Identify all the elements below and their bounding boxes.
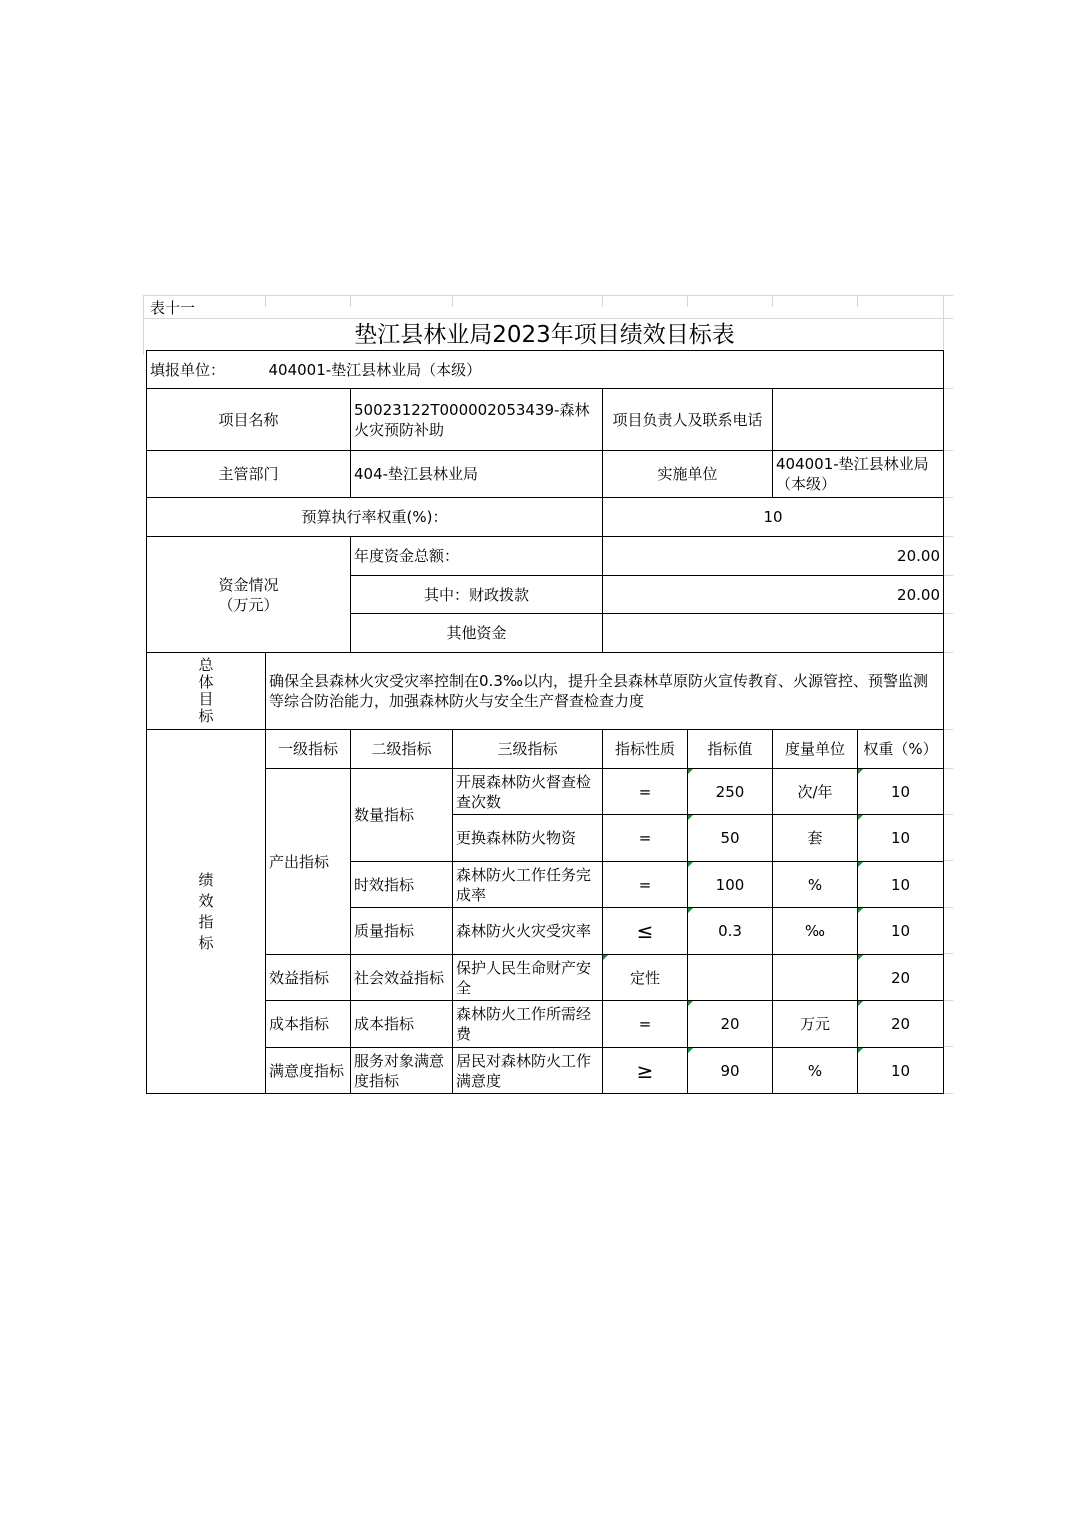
- dept-label: 主管部门: [147, 451, 351, 498]
- weight-cell: 10: [858, 769, 944, 815]
- weight-cell: 10: [858, 908, 944, 955]
- contact-value: [773, 389, 944, 451]
- gridline: [943, 768, 953, 769]
- nature-cell: =: [603, 769, 688, 815]
- nature-cell: =: [603, 862, 688, 908]
- value-cell: 50: [688, 815, 773, 862]
- sheet-label: 表十一: [150, 299, 196, 317]
- impl-value: 404001-垫江县林业局（本级）: [773, 451, 944, 498]
- gridline: [943, 1046, 953, 1047]
- level1-output: 产出指标: [266, 769, 351, 955]
- header-level2: 二级指标: [351, 730, 453, 769]
- level2-quantity: 数量指标: [351, 769, 453, 862]
- weight-cell: 10: [858, 1048, 944, 1094]
- unit-cell: 次/年: [773, 769, 858, 815]
- gridline: [943, 613, 953, 614]
- gridline: [772, 295, 773, 307]
- weight-cell: 10: [858, 815, 944, 862]
- budget-weight-row: [147, 498, 944, 537]
- level1-cost: 成本指标: [266, 1001, 351, 1048]
- gridline: [943, 575, 953, 576]
- level2-cost: 成本指标: [351, 1001, 453, 1048]
- value-cell: 250: [688, 769, 773, 815]
- indicator-row: [147, 1048, 944, 1094]
- level1-satisfaction: 满意度指标: [266, 1048, 351, 1094]
- level2-service: 服务对象满意度指标: [351, 1048, 453, 1094]
- weight-cell: 10: [858, 862, 944, 908]
- indicator-row: [147, 1001, 944, 1048]
- gridline: [943, 729, 953, 730]
- header-unit: 度量单位: [773, 730, 858, 769]
- project-name-value: 50023122T000002053439-森林火灾预防补助: [351, 389, 603, 451]
- goal-label: [147, 653, 266, 730]
- unit-label: 填报单位：: [147, 351, 266, 389]
- gridline: [943, 953, 953, 954]
- gridline: [943, 497, 953, 498]
- unit-row: [147, 351, 944, 389]
- header-weight: 权重（%）: [858, 730, 944, 769]
- value-cell: 90: [688, 1048, 773, 1094]
- indicators-label: [147, 730, 266, 1094]
- unit-cell: ‰: [773, 908, 858, 955]
- gridline: [452, 295, 453, 307]
- header-level3: 三级指标: [453, 730, 603, 769]
- goal-text: 确保全县森林火灾受灾率控制在0.3‰以内，提升全县森林草原防火宣传教育、火源管控、预警监测等综合防治能力，加强森林防火与安全生产督查检查力度: [266, 653, 944, 730]
- unit-cell: 万元: [773, 1001, 858, 1048]
- level3-cell: 保护人民生命财产安全: [453, 955, 603, 1001]
- indicators-label-text: 绩效指标: [198, 870, 214, 952]
- level3-cell: 森林防火火灾受灾率: [453, 908, 603, 955]
- level3-cell: 开展森林防火督查检查次数: [453, 769, 603, 815]
- gridline: [350, 295, 351, 307]
- value-cell: [688, 955, 773, 1001]
- funds-label-line1: 资金情况: [218, 575, 279, 594]
- level3-cell: 居民对森林防火工作满意度: [453, 1048, 603, 1094]
- project-name-label: 项目名称: [147, 389, 351, 451]
- header-level1: 一级指标: [266, 730, 351, 769]
- nature-cell: =: [603, 1001, 688, 1048]
- weight-cell: 20: [858, 955, 944, 1001]
- gridline: [943, 814, 953, 815]
- gridline: [857, 295, 858, 307]
- gridline: [143, 295, 953, 296]
- level3-cell: 更换森林防火物资: [453, 815, 603, 862]
- level2-timeliness: 时效指标: [351, 862, 453, 908]
- indicator-row: [147, 955, 944, 1001]
- gridline: [265, 295, 266, 307]
- gridline: [943, 536, 953, 537]
- funds-fiscal-value: 20.00: [603, 576, 944, 614]
- funds-label: [147, 537, 351, 653]
- unit-cell: %: [773, 1048, 858, 1094]
- gridline: [602, 295, 603, 307]
- indicator-header-row: [147, 730, 944, 769]
- nature-cell: =: [603, 815, 688, 862]
- budget-weight-value: 10: [603, 498, 944, 537]
- level1-benefit: 效益指标: [266, 955, 351, 1001]
- budget-weight-label: 预算执行率权重(%)：: [147, 498, 603, 537]
- page-title: 垫江县林业局2023年项目绩效目标表: [354, 322, 735, 348]
- gridline: [943, 1000, 953, 1001]
- goal-row: [147, 653, 944, 730]
- impl-label: 实施单位: [603, 451, 773, 498]
- nature-cell: ≥: [603, 1048, 688, 1094]
- funds-total-row: [147, 537, 944, 576]
- gridline: [943, 388, 953, 389]
- project-name-row: [147, 389, 944, 451]
- funds-total-value: 20.00: [603, 537, 944, 576]
- level2-social: 社会效益指标: [351, 955, 453, 1001]
- nature-cell: 定性: [603, 955, 688, 1001]
- unit-value: 404001-垫江县林业局（本级）: [266, 351, 944, 389]
- gridline: [943, 860, 953, 861]
- funds-other-value: [603, 614, 944, 653]
- indicator-row: [147, 769, 944, 815]
- funds-fiscal-label: 其中：财政拨款: [351, 576, 603, 614]
- funds-total-label: 年度资金总额：: [351, 537, 603, 576]
- gridline: [943, 907, 953, 908]
- funds-other-label: 其他资金: [351, 614, 603, 653]
- funds-label-line2: （万元）: [218, 595, 279, 614]
- goal-label-text: 总体目标: [198, 656, 214, 725]
- unit-cell: %: [773, 862, 858, 908]
- gridline: [687, 295, 688, 307]
- header-value: 指标值: [688, 730, 773, 769]
- unit-cell: 套: [773, 815, 858, 862]
- value-cell: 0.3: [688, 908, 773, 955]
- contact-label: 项目负责人及联系电话: [603, 389, 773, 451]
- dept-row: [147, 451, 944, 498]
- gridline: [143, 295, 144, 355]
- header-nature: 指标性质: [603, 730, 688, 769]
- gridline: [943, 1093, 953, 1094]
- nature-cell: ≤: [603, 908, 688, 955]
- gridline: [943, 450, 953, 451]
- unit-cell: [773, 955, 858, 1001]
- level3-cell: 森林防火工作任务完成率: [453, 862, 603, 908]
- performance-table: [146, 350, 944, 1094]
- weight-cell: 20: [858, 1001, 944, 1048]
- level2-quality: 质量指标: [351, 908, 453, 955]
- gridline: [143, 318, 953, 319]
- level3-cell: 森林防火工作所需经费: [453, 1001, 603, 1048]
- dept-value: 404-垫江县林业局: [351, 451, 603, 498]
- value-cell: 20: [688, 1001, 773, 1048]
- gridline: [943, 652, 953, 653]
- value-cell: 100: [688, 862, 773, 908]
